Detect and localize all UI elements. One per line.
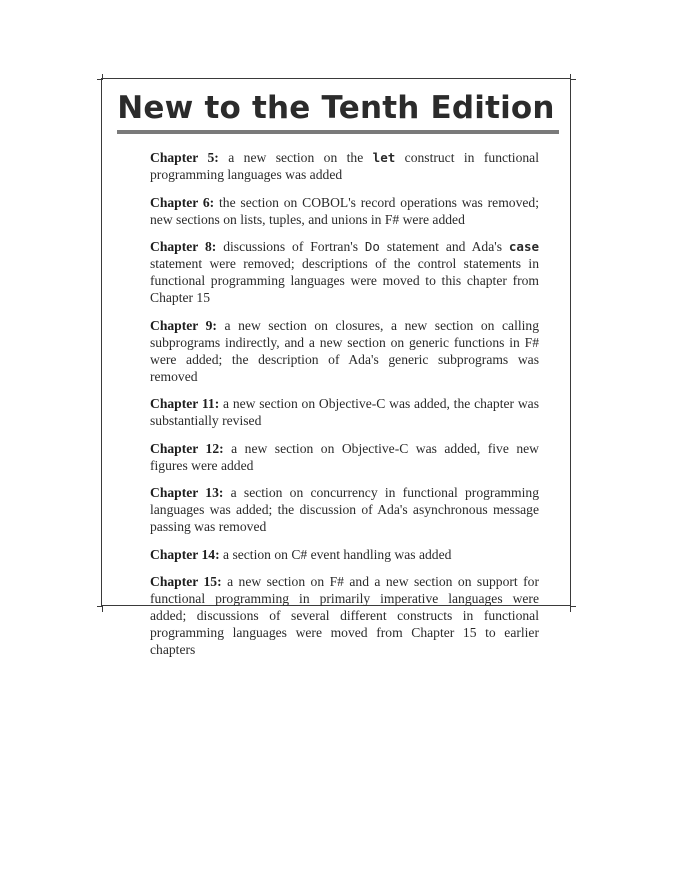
entry-text: statement and Ada's bbox=[379, 239, 509, 254]
chapter-label: Chapter 14: bbox=[150, 546, 220, 562]
list-item-chapter-14 bbox=[150, 546, 539, 563]
list-item-chapter-6 bbox=[150, 194, 539, 228]
list-item-chapter-11 bbox=[150, 395, 539, 429]
chapter-label: Chapter 5: bbox=[150, 150, 219, 165]
chapter-label: Chapter 9: bbox=[150, 317, 217, 333]
entry-text: discussions of Fortran's bbox=[216, 239, 365, 254]
entry-text: construct in functional programming languages was added bbox=[150, 150, 539, 182]
chapter-label: Chapter 8: bbox=[150, 239, 217, 254]
chapter-label: Chapter 15: bbox=[150, 574, 222, 589]
chapter-label: Chapter 12: bbox=[150, 440, 224, 456]
page-title: New to the Tenth Edition bbox=[117, 90, 555, 126]
entry-text: a section on concurrency in functional programming languages was added; the discussion of Ada's asynchronous message passing was removed bbox=[150, 485, 539, 534]
list-item-chapter-9 bbox=[150, 317, 539, 385]
entry-text: the section on COBOL's record operations was removed; new sections on lists, tuples, and unions in F# were added bbox=[150, 194, 539, 227]
entry-text: a section on C# event handling was added bbox=[219, 546, 452, 562]
chapter-label: Chapter 6: bbox=[150, 194, 215, 210]
list-item-chapter-15 bbox=[150, 573, 539, 658]
title-underline bbox=[117, 130, 559, 134]
list-item-chapter-13 bbox=[150, 484, 539, 535]
entry-text: a new section on the bbox=[218, 150, 373, 165]
entry-text: a new section on closures, a new section on calling subprograms indirectly, and a new section on generic functions in F# were added; the description of Ada's generic subprograms was removed bbox=[150, 317, 539, 384]
corner-mark-top-left bbox=[97, 74, 103, 80]
code-keyword: case bbox=[508, 239, 539, 254]
entry-text: statement were removed; descriptions of the control statements in functional programming languages were moved to this chapter from Chapter 15 bbox=[150, 256, 539, 305]
corner-mark-top-right bbox=[570, 74, 576, 80]
code-keyword: let bbox=[372, 150, 396, 165]
entry-text: a new section on F# and a new section on support for functional programming in primarily imperative languages were added; discussions of several different constructs in functional programming languages were moved from Chapter 15 to earlier chapters bbox=[150, 574, 539, 657]
changes-list bbox=[150, 149, 539, 669]
code-keyword: Do bbox=[364, 239, 380, 254]
list-item-chapter-8 bbox=[150, 238, 539, 306]
corner-mark-bottom-right bbox=[570, 606, 576, 612]
list-item-chapter-12 bbox=[150, 440, 539, 474]
entry-text: a new section on Objective-C was added, the chapter was substantially revised bbox=[150, 396, 539, 428]
list-item-chapter-5 bbox=[150, 149, 539, 183]
chapter-label: Chapter 11: bbox=[150, 396, 220, 411]
entry-text: a new section on Objective-C was added, five new figures were added bbox=[150, 440, 539, 473]
corner-mark-bottom-left bbox=[97, 606, 103, 612]
chapter-label: Chapter 13: bbox=[150, 485, 224, 500]
